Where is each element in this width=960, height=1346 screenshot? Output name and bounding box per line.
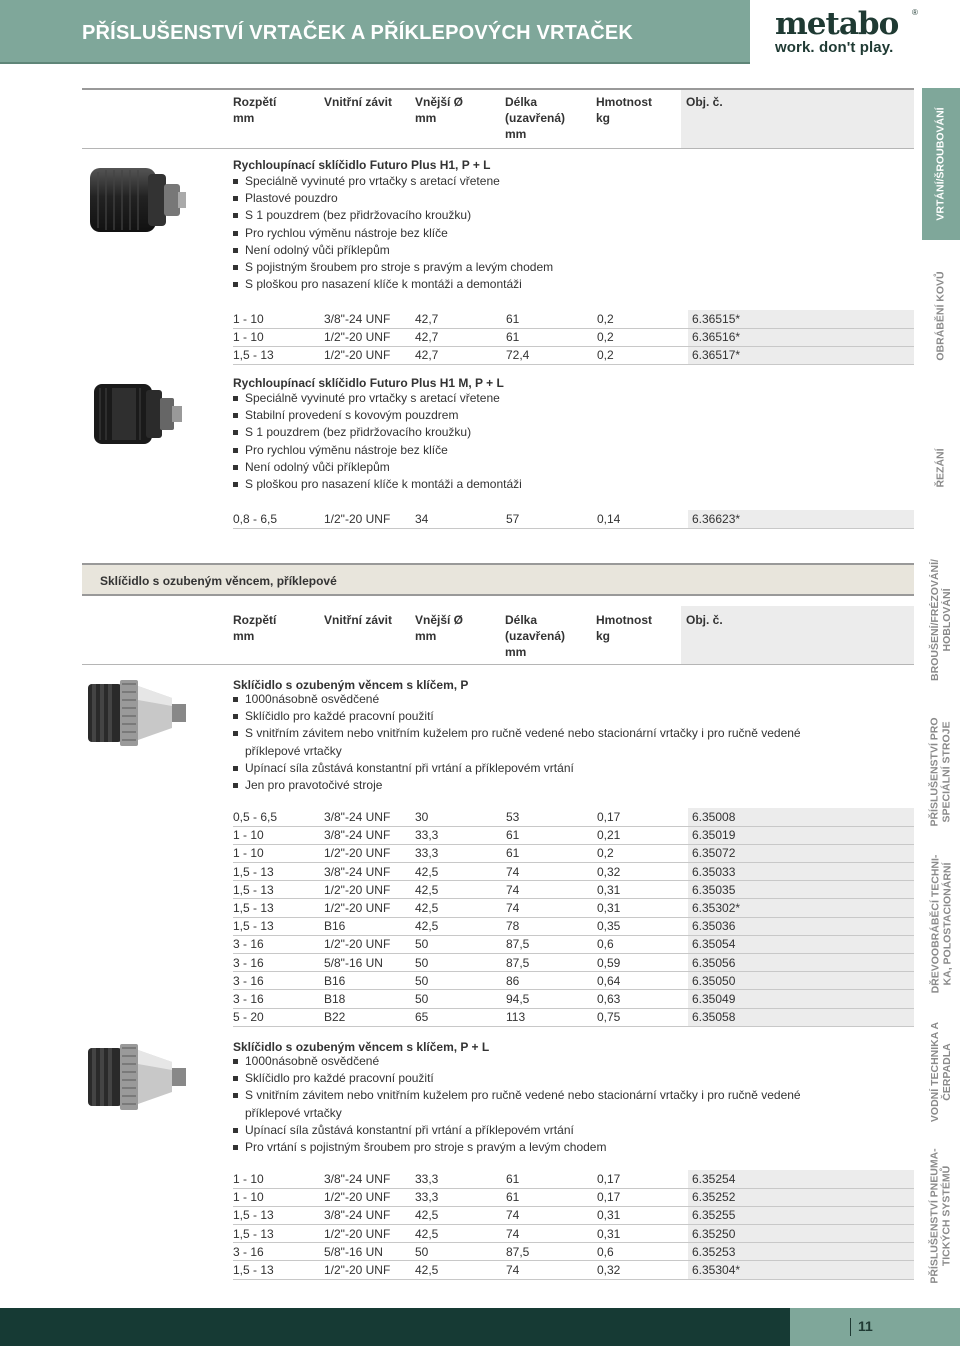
column-header-line: Vnitřní závit xyxy=(324,95,393,109)
table-cell: 1/2"-20 UNF xyxy=(324,1188,415,1206)
table-cell: 0,8 - 6,5 xyxy=(233,510,324,528)
row-indent xyxy=(82,1206,233,1224)
column-header-line: Vnější Ø xyxy=(415,95,464,109)
table-cell: 33,3 xyxy=(415,826,506,844)
geared-chuck-image xyxy=(86,1040,190,1114)
table-cell: 1/2"-20 UNF xyxy=(324,844,415,862)
side-tab-label: PŘÍSLUŠENSTVÍ PNEUMA- TICKÝCH SYSTÉMŮ xyxy=(929,1148,954,1284)
side-tab-label: VRTÁNÍ/ŠROUBOVÁNÍ xyxy=(935,107,947,221)
product-title: Sklíčidlo s ozubeným věncem s klíčem, P + L xyxy=(233,1040,490,1054)
column-header-line: mm xyxy=(233,111,255,125)
table-cell: 0,31 xyxy=(597,881,688,899)
column-header-line xyxy=(415,644,463,660)
table-cell: 33,3 xyxy=(415,1188,506,1206)
table-row xyxy=(82,990,914,1008)
table-cell: 74 xyxy=(506,899,597,917)
table-row xyxy=(82,1170,914,1188)
table-cell: 1,5 - 13 xyxy=(233,1225,324,1243)
table-cell: 0,32 xyxy=(597,1261,688,1279)
column-header-line: mm xyxy=(505,127,527,141)
table-cell: 61 xyxy=(506,1188,597,1206)
table-cell: 42,5 xyxy=(415,863,506,881)
side-tab[interactable] xyxy=(922,848,960,1000)
table-cell: 33,3 xyxy=(415,1170,506,1188)
column-header-line: Hmotnost xyxy=(596,613,652,627)
order-number-cell: 6.35054 xyxy=(688,935,914,953)
category-side-tabs xyxy=(922,88,960,1288)
product-title: Rychloupínací sklíčidlo Futuro Plus H1, P + L xyxy=(233,158,491,172)
side-tab[interactable] xyxy=(922,88,960,240)
table-cell: 3/8"-24 UNF xyxy=(324,1170,415,1188)
side-tab-label: BROUŠENÍ/FRÉZOVÁNÍ/ HOBLOVÁNÍ xyxy=(929,559,953,681)
row-indent xyxy=(82,808,233,826)
column-header xyxy=(415,612,463,660)
order-number-cell: 6.35058 xyxy=(688,1008,914,1026)
header-rule xyxy=(82,664,914,665)
order-number-cell: 6.36517* xyxy=(688,346,914,364)
column-header xyxy=(324,612,392,660)
product-title: Sklíčidlo s ozubeným věncem s klíčem, P xyxy=(233,678,469,692)
side-tab-label: DŘEVOOBRÁBĚCÍ TECHNI- KA, POLOSTACIONÁRNÍ xyxy=(929,854,953,994)
column-header-line xyxy=(596,126,652,142)
row-indent xyxy=(82,510,233,528)
column-header-line xyxy=(324,644,392,660)
table-cell: 0,2 xyxy=(597,346,688,364)
table-row xyxy=(82,1261,914,1279)
table-cell: 87,5 xyxy=(506,954,597,972)
feature-item: Pro rychlou výměnu nástroje bez klíče xyxy=(233,442,843,459)
row-indent xyxy=(82,863,233,881)
table-row xyxy=(82,954,914,972)
row-indent xyxy=(82,346,233,364)
side-tab[interactable] xyxy=(922,1144,960,1288)
table-cell: 1 - 10 xyxy=(233,1188,324,1206)
order-number-cell: 6.35255 xyxy=(688,1206,914,1224)
table-cell: 42,7 xyxy=(415,310,506,328)
column-header-line xyxy=(686,126,723,142)
column-header-line xyxy=(324,628,392,644)
table-cell: 3 - 16 xyxy=(233,954,324,972)
column-header xyxy=(415,94,463,142)
side-tab[interactable] xyxy=(922,392,960,544)
table-cell: 61 xyxy=(506,310,597,328)
table-row xyxy=(82,1243,914,1261)
table-row xyxy=(82,1008,914,1026)
feature-item: S ploškou pro nasazení klíče k montáži a demontáži xyxy=(233,276,843,293)
table-cell: 113 xyxy=(506,1008,597,1026)
feature-list xyxy=(233,691,843,794)
row-indent xyxy=(82,1188,233,1206)
table-cell: 0,63 xyxy=(597,990,688,1008)
side-tab[interactable] xyxy=(922,1000,960,1144)
table-cell: 0,2 xyxy=(597,844,688,862)
table-cell: 3/8"-24 UNF xyxy=(324,863,415,881)
table-row xyxy=(82,328,914,346)
table-cell: 0,59 xyxy=(597,954,688,972)
table-cell: 3/8"-24 UNF xyxy=(324,826,415,844)
table-cell: 1 - 10 xyxy=(233,310,324,328)
column-header xyxy=(596,612,652,660)
table-cell: 87,5 xyxy=(506,935,597,953)
table-cell: 0,35 xyxy=(597,917,688,935)
section-title: Sklíčidlo s ozubeným věncem, příklepové xyxy=(100,574,337,588)
table-cell: 0,21 xyxy=(597,826,688,844)
table-row xyxy=(82,844,914,862)
table-cell: 1/2"-20 UNF xyxy=(324,881,415,899)
feature-item: Jen pro pravotočivé stroje xyxy=(233,777,843,794)
table-row xyxy=(82,1225,914,1243)
table-row xyxy=(82,1206,914,1224)
column-header-line xyxy=(233,644,276,660)
table-cell: 0,17 xyxy=(597,1188,688,1206)
table-row xyxy=(82,510,914,528)
column-header-line xyxy=(324,110,392,126)
table-cell: 87,5 xyxy=(506,1243,597,1261)
column-header-line: (uzavřená) xyxy=(505,111,566,125)
table-cell: 1/2"-20 UNF xyxy=(324,328,415,346)
column-header-line: Vnitřní závit xyxy=(324,613,393,627)
table-cell: 0,5 - 6,5 xyxy=(233,808,324,826)
column-header-line xyxy=(233,126,276,142)
table-cell: 1 - 10 xyxy=(233,328,324,346)
table-cell: 0,64 xyxy=(597,972,688,990)
table-row xyxy=(82,1188,914,1206)
feature-item: Není odolný vůči příklepům xyxy=(233,459,843,476)
row-indent xyxy=(82,954,233,972)
feature-list xyxy=(233,173,843,293)
table-cell: 1/2"-20 UNF xyxy=(324,1225,415,1243)
row-indent xyxy=(82,990,233,1008)
table-cell: 0,2 xyxy=(597,328,688,346)
table-cell: 30 xyxy=(415,808,506,826)
order-number-cell: 6.35035 xyxy=(688,881,914,899)
side-tab[interactable] xyxy=(922,696,960,848)
row-indent xyxy=(82,935,233,953)
table-cell: 42,5 xyxy=(415,1206,506,1224)
table-cell: 1,5 - 13 xyxy=(233,881,324,899)
table-cell: 42,5 xyxy=(415,1225,506,1243)
table-cell: 3 - 16 xyxy=(233,990,324,1008)
feature-item: S pojistným šroubem pro stroje s pravým a levým chodem xyxy=(233,259,843,276)
feature-item: Pro vrtání s pojistným šroubem pro stroje s pravým a levým chodem xyxy=(233,1139,843,1156)
table-cell: 1/2"-20 UNF xyxy=(324,346,415,364)
table-cell: 0,32 xyxy=(597,863,688,881)
feature-item: Stabilní provedení s kovovým pouzdrem xyxy=(233,407,843,424)
table-cell: 61 xyxy=(506,826,597,844)
table-cell: 50 xyxy=(415,935,506,953)
row-indent xyxy=(82,1008,233,1026)
feature-item: Upínací síla zůstává konstantní při vrtání a příklepovém vrtání xyxy=(233,760,843,777)
table-row xyxy=(82,881,914,899)
table-cell: 1,5 - 13 xyxy=(233,899,324,917)
table-cell: B16 xyxy=(324,917,415,935)
logo-tagline: work. don't play. xyxy=(775,39,894,56)
table-cell: B22 xyxy=(324,1008,415,1026)
table-cell: 72,4 xyxy=(506,346,597,364)
table-row xyxy=(82,808,914,826)
column-header-line: Obj. č. xyxy=(686,95,723,109)
logo-wordmark: metabo xyxy=(775,6,899,42)
table-cell: 1,5 - 13 xyxy=(233,1261,324,1279)
side-tab-label: ŘEZÁNÍ xyxy=(935,448,947,488)
order-number-cell: 6.35253 xyxy=(688,1243,914,1261)
order-number-cell: 6.35304* xyxy=(688,1261,914,1279)
order-number-cell: 6.35056 xyxy=(688,954,914,972)
order-number-cell: 6.35049 xyxy=(688,990,914,1008)
feature-item: Není odolný vůči příklepům xyxy=(233,242,843,259)
row-indent xyxy=(82,1225,233,1243)
table-cell: 0,14 xyxy=(597,510,688,528)
order-number-cell: 6.35050 xyxy=(688,972,914,990)
table-cell: 0,2 xyxy=(597,310,688,328)
row-indent xyxy=(82,972,233,990)
table-cell: 50 xyxy=(415,972,506,990)
column-header-line: Délka xyxy=(505,613,538,627)
column-header-line: Délka xyxy=(505,95,538,109)
column-header-line: Rozpětí xyxy=(233,95,277,109)
column-header xyxy=(505,94,565,142)
feature-item: Pro rychlou výměnu nástroje bez klíče xyxy=(233,225,843,242)
page-title: PŘÍSLUŠENSTVÍ VRTAČEK A PŘÍKLEPOVÝCH VRTAČEK xyxy=(82,22,634,44)
table-cell: 1 - 10 xyxy=(233,826,324,844)
column-header-line xyxy=(415,126,463,142)
column-header xyxy=(596,94,652,142)
table-row xyxy=(82,863,914,881)
table-cell: 86 xyxy=(506,972,597,990)
feature-item: S ploškou pro nasazení klíče k montáži a demontáži xyxy=(233,476,843,493)
feature-item: Speciálně vyvinuté pro vrtačky s aretací vřetene xyxy=(233,173,843,190)
table-cell: 74 xyxy=(506,1225,597,1243)
order-number-cell: 6.35254 xyxy=(688,1170,914,1188)
column-header xyxy=(233,612,276,660)
row-indent xyxy=(82,1243,233,1261)
column-header xyxy=(505,612,565,660)
table-cell: 0,31 xyxy=(597,899,688,917)
table-cell: 33,3 xyxy=(415,844,506,862)
table-cell: 42,5 xyxy=(415,917,506,935)
order-number-cell: 6.35302* xyxy=(688,899,914,917)
table-cell: 42,7 xyxy=(415,346,506,364)
column-header-line: mm xyxy=(233,629,255,643)
column-header xyxy=(686,612,723,660)
table-cell: 3 - 16 xyxy=(233,935,324,953)
table-cell: 42,5 xyxy=(415,1261,506,1279)
order-number-cell: 6.35252 xyxy=(688,1188,914,1206)
page-number: 11 xyxy=(858,1318,873,1334)
table-cell: 61 xyxy=(506,844,597,862)
section-header xyxy=(82,563,914,596)
table-cell: 65 xyxy=(415,1008,506,1026)
table-cell: 0,31 xyxy=(597,1206,688,1224)
order-number-cell: 6.35008 xyxy=(688,808,914,826)
table-cell: 1/2"-20 UNF xyxy=(324,899,415,917)
feature-item: 1000násobně osvědčené xyxy=(233,691,843,708)
row-indent xyxy=(82,881,233,899)
table-cell: 50 xyxy=(415,990,506,1008)
table-cell: 50 xyxy=(415,1243,506,1261)
side-tab[interactable] xyxy=(922,240,960,392)
table-cell: 3/8"-24 UNF xyxy=(324,1206,415,1224)
table-cell: 57 xyxy=(506,510,597,528)
column-header-line: Hmotnost xyxy=(596,95,652,109)
row-indent xyxy=(82,1261,233,1279)
table-cell: 5/8"-16 UN xyxy=(324,1243,415,1261)
row-indent xyxy=(82,899,233,917)
table-cell: 1 - 10 xyxy=(233,1170,324,1188)
brand-logo xyxy=(775,8,935,62)
column-header-line: Vnější Ø xyxy=(415,613,464,627)
feature-item: S vnitřním závitem nebo vnitřním kuželem pro ručně vedené nebo stacionární vrtačky i pro ručně vedené příklepové vrtačky xyxy=(233,725,843,759)
feature-item: Upínací síla zůstává konstantní při vrtání a příklepovém vrtání xyxy=(233,1122,843,1139)
side-tab-label: OBRÁBĚNÍ KOVŮ xyxy=(935,271,948,361)
column-header-line xyxy=(686,644,723,660)
table-row xyxy=(82,899,914,917)
table-cell: 0,6 xyxy=(597,1243,688,1261)
feature-item: S 1 pouzdrem (bez přidržovacího kroužku) xyxy=(233,424,843,441)
table-cell: 1/2"-20 UNF xyxy=(324,935,415,953)
product-title: Rychloupínací sklíčidlo Futuro Plus H1 M, P + L xyxy=(233,376,504,390)
column-header-line xyxy=(324,126,392,142)
table-cell: 34 xyxy=(415,510,506,528)
table-row xyxy=(82,972,914,990)
table-cell: 1,5 - 13 xyxy=(233,863,324,881)
column-header xyxy=(686,94,723,142)
table-cell: 61 xyxy=(506,328,597,346)
spec-table xyxy=(82,510,914,529)
table-cell: 1 - 10 xyxy=(233,844,324,862)
header-rule xyxy=(82,148,914,149)
row-indent xyxy=(82,917,233,935)
table-cell: 1,5 - 13 xyxy=(233,917,324,935)
column-header-line xyxy=(686,110,723,126)
table-cell: 0,6 xyxy=(597,935,688,953)
order-number-cell: 6.35072 xyxy=(688,844,914,862)
table-cell: 3/8"-24 UNF xyxy=(324,808,415,826)
feature-list xyxy=(233,390,843,493)
feature-item: S 1 pouzdrem (bez přidržovacího kroužku) xyxy=(233,207,843,224)
table-cell: 74 xyxy=(506,863,597,881)
order-number-cell: 6.35019 xyxy=(688,826,914,844)
column-header-line: mm xyxy=(505,645,527,659)
column-header-line: kg xyxy=(596,629,611,643)
footer-accent xyxy=(790,1308,960,1346)
row-indent xyxy=(82,328,233,346)
order-number-cell: 6.36515* xyxy=(688,310,914,328)
page-number-divider xyxy=(850,1318,851,1336)
table-cell: 1,5 - 13 xyxy=(233,1206,324,1224)
row-indent xyxy=(82,844,233,862)
table-cell: 0,17 xyxy=(597,808,688,826)
feature-item: Sklíčidlo pro každé pracovní použití xyxy=(233,708,843,725)
row-indent xyxy=(82,826,233,844)
order-number-cell: 6.35033 xyxy=(688,863,914,881)
footer-bar xyxy=(0,1308,790,1346)
order-number-cell: 6.35036 xyxy=(688,917,914,935)
table-cell: 5/8"-16 UN xyxy=(324,954,415,972)
table-cell: 50 xyxy=(415,954,506,972)
table-row xyxy=(82,346,914,364)
column-header xyxy=(233,94,276,142)
feature-item: S vnitřním závitem nebo vnitřním kuželem pro ručně vedené nebo stacionární vrtačky i pro ručně vedené příklepové vrtačky xyxy=(233,1087,843,1121)
column-header-line: mm xyxy=(415,111,437,125)
column-header-line xyxy=(596,644,652,660)
table-row xyxy=(82,935,914,953)
table-cell: 1,5 - 13 xyxy=(233,346,324,364)
table-row xyxy=(82,310,914,328)
table-cell: 74 xyxy=(506,1206,597,1224)
feature-item: Speciálně vyvinuté pro vrtačky s aretací vřetene xyxy=(233,390,843,407)
table-cell: 74 xyxy=(506,1261,597,1279)
order-number-cell: 6.35250 xyxy=(688,1225,914,1243)
table-cell: 53 xyxy=(506,808,597,826)
spec-table xyxy=(82,310,914,365)
table-cell: 5 - 20 xyxy=(233,1008,324,1026)
spec-table xyxy=(82,808,914,1027)
table-cell: 74 xyxy=(506,881,597,899)
table-cell: 3/8"-24 UNF xyxy=(324,310,415,328)
column-header-line: Obj. č. xyxy=(686,613,723,627)
table-cell: 42,5 xyxy=(415,899,506,917)
geared-chuck-image xyxy=(86,676,190,750)
table-cell: 3 - 16 xyxy=(233,972,324,990)
column-header-line: mm xyxy=(415,629,437,643)
column-header-line: Rozpětí xyxy=(233,613,277,627)
table-cell: 42,7 xyxy=(415,328,506,346)
row-indent xyxy=(82,310,233,328)
feature-item: 1000násobně osvědčené xyxy=(233,1053,843,1070)
feature-item: Plastové pouzdro xyxy=(233,190,843,207)
table-cell: 61 xyxy=(506,1170,597,1188)
table-cell: 0,17 xyxy=(597,1170,688,1188)
table-cell: 1/2"-20 UNF xyxy=(324,510,415,528)
column-header-line: kg xyxy=(596,111,611,125)
table-row xyxy=(82,917,914,935)
table-cell: 3 - 16 xyxy=(233,1243,324,1261)
column-header-line: (uzavřená) xyxy=(505,629,566,643)
side-tab-label: VODNÍ TECHNIKA A ČERPADLA xyxy=(929,1021,954,1123)
side-tab[interactable] xyxy=(922,544,960,696)
table-cell: B18 xyxy=(324,990,415,1008)
logo-registered-mark: ® xyxy=(912,8,918,17)
table-cell: 1/2"-20 UNF xyxy=(324,1261,415,1279)
table-cell: B16 xyxy=(324,972,415,990)
table-cell: 0,31 xyxy=(597,1225,688,1243)
table-row xyxy=(82,826,914,844)
table-cell: 0,75 xyxy=(597,1008,688,1026)
row-indent xyxy=(82,1170,233,1188)
feature-item: Sklíčidlo pro každé pracovní použití xyxy=(233,1070,843,1087)
feature-list xyxy=(233,1053,843,1156)
table-cell: 94,5 xyxy=(506,990,597,1008)
keyless-chuck-plastic-image xyxy=(88,160,188,242)
column-header-line xyxy=(686,628,723,644)
table-cell: 42,5 xyxy=(415,881,506,899)
order-number-cell: 6.36623* xyxy=(688,510,914,528)
side-tab-label: PŘÍSLUŠENSTVÍ PRO SPECIÁLNÍ STROJE xyxy=(929,717,954,827)
column-header xyxy=(324,94,392,142)
table-cell: 78 xyxy=(506,917,597,935)
spec-table xyxy=(82,1170,914,1280)
keyless-chuck-metal-image xyxy=(92,378,184,450)
order-number-cell: 6.36516* xyxy=(688,328,914,346)
